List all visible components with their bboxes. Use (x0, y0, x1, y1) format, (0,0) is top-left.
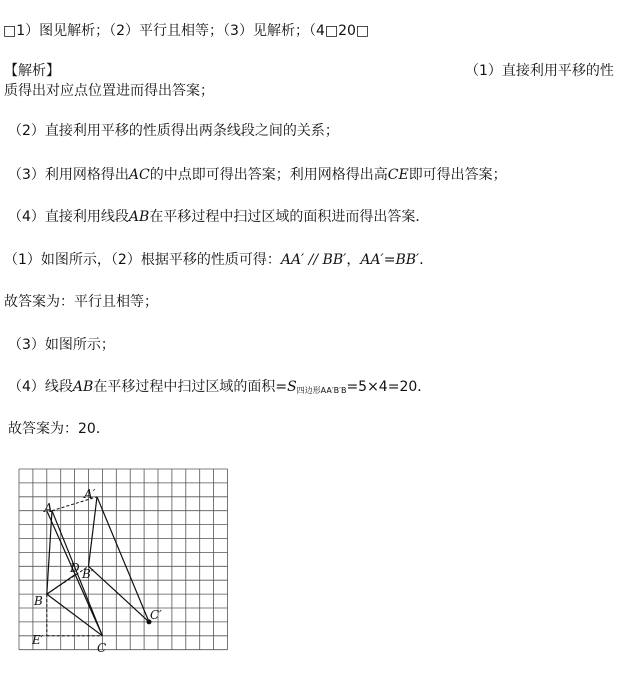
solution-step5-text: 故答案为： (8, 421, 78, 437)
analysis-step4 (8, 208, 429, 226)
solution-step4-text-a: （4）线段 (8, 379, 73, 395)
segment-ac-prime-line (97, 497, 149, 622)
solution-step5-end: ． (95, 421, 110, 437)
solution-step1 (4, 251, 433, 269)
analysis-step4-text-b: 在平移过程中扫过区域的面积进而得出答案． (149, 209, 430, 225)
solution-step1-sep: ， (346, 252, 361, 268)
solution-step1-text: （1）如图所示，（2）根据平移的性质可得： (4, 252, 281, 268)
analysis-step1-start: （1）直接利用平移的性 (465, 63, 614, 79)
solution-step1-end: ． (419, 252, 434, 268)
solution-step5 (8, 420, 110, 438)
label-b-prime: B′ (82, 567, 94, 581)
solution-step4-end: ． (417, 379, 432, 395)
solution-step2: 故答案为：平行且相等； (4, 294, 158, 310)
analysis-step3-text-b: 的中点即可得出答案；利用网格得出高 (149, 167, 388, 183)
label-a: A (44, 501, 53, 515)
label-d: D (70, 561, 80, 575)
label-a-prime: A′ (84, 487, 96, 501)
segment-ab-prime-line (89, 497, 98, 567)
label-e-prime: E′ (32, 633, 44, 647)
label-b: B (34, 594, 43, 608)
solution-step4 (8, 378, 431, 400)
analysis-step1-cont: 质得出对应点位置进而得出答案； (4, 83, 214, 99)
area-formula: =5×4=20 (346, 379, 418, 395)
equal-relation: AA′=BB′ (360, 252, 420, 268)
label-c: C (97, 641, 107, 655)
segment-ac: AC (128, 167, 150, 183)
analysis-title: 【解析】 (4, 63, 60, 79)
label-c-prime: C′ (150, 608, 162, 622)
analysis-step4-text-a: （4）直接利用线段 (8, 209, 129, 225)
solution-step3: （3）如图所示； (8, 337, 115, 353)
segment-ce: CE (387, 167, 409, 183)
parallel-relation: AA′ // BB′ (280, 252, 347, 268)
grid-figure (0, 462, 240, 662)
analysis-step3-text-a: （3）利用网格得出 (8, 167, 129, 183)
final-answer: 20 (78, 421, 96, 437)
area-symbol: S (287, 379, 297, 395)
segment-ab-2: AB (72, 379, 94, 395)
area-subscript: 四边形AA′B′B (296, 386, 347, 395)
segment-ab: AB (128, 209, 150, 225)
analysis-step2: （2）直接利用平移的性质得出两条线段之间的关系； (8, 123, 339, 139)
answers-line: □1）图见解析；（2）平行且相等；（3）见解析；（4□20□ (3, 23, 370, 39)
analysis-step3-text-c: 即可得出答案； (408, 167, 507, 183)
analysis-step3 (8, 166, 507, 184)
solution-step4-text-b: 在平移过程中扫过区域的面积= (93, 379, 288, 395)
